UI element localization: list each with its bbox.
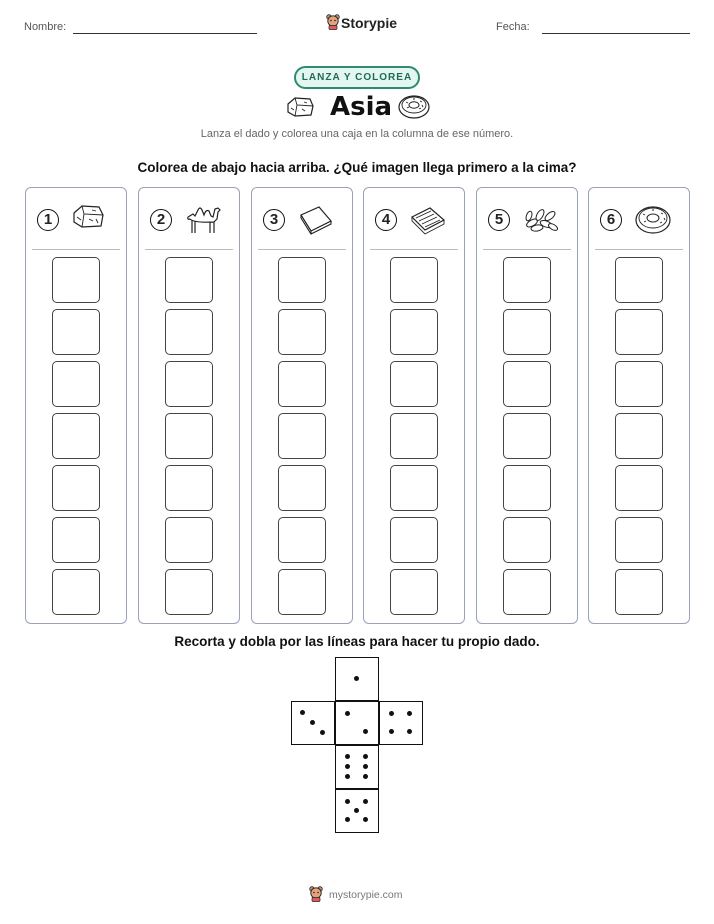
color-box[interactable] <box>278 569 326 615</box>
dice-instruction: Recorta y dobla por las líneas para hacer tu propio dado. <box>174 634 540 649</box>
pip <box>389 711 394 716</box>
footer <box>309 886 419 904</box>
color-box[interactable] <box>278 465 326 511</box>
color-box[interactable] <box>165 517 213 563</box>
pip <box>407 711 412 716</box>
color-box[interactable] <box>390 465 438 511</box>
towel-icon <box>409 203 447 237</box>
column-number: 4 <box>375 209 397 231</box>
color-box[interactable] <box>615 465 663 511</box>
pip <box>345 711 350 716</box>
color-box[interactable] <box>165 413 213 459</box>
pip <box>345 754 350 759</box>
color-box[interactable] <box>278 309 326 355</box>
brand-logo <box>326 13 396 33</box>
color-box[interactable] <box>165 569 213 615</box>
pip <box>345 774 350 779</box>
color-box[interactable] <box>390 309 438 355</box>
activity-badge: LANZA Y COLOREA <box>294 66 420 89</box>
color-box[interactable] <box>503 413 551 459</box>
instruction: Colorea de abajo hacia arriba. ¿Qué imagen llega primero a la cima? <box>137 160 577 175</box>
column-divider <box>258 249 346 250</box>
color-box[interactable] <box>615 361 663 407</box>
color-box[interactable] <box>52 309 100 355</box>
color-box[interactable] <box>278 257 326 303</box>
color-box[interactable] <box>52 569 100 615</box>
donut-icon <box>398 94 430 120</box>
color-box[interactable] <box>52 257 100 303</box>
color-box[interactable] <box>52 465 100 511</box>
seeds-icon <box>522 203 560 237</box>
column-number: 1 <box>37 209 59 231</box>
color-box[interactable] <box>503 517 551 563</box>
subtitle: Lanza el dado y colorea una caja en la columna de ese número. <box>200 128 514 140</box>
color-box[interactable] <box>52 517 100 563</box>
color-box[interactable] <box>278 413 326 459</box>
color-box[interactable] <box>503 257 551 303</box>
color-box[interactable] <box>615 309 663 355</box>
brand-name: Storypie <box>341 15 398 31</box>
column-number: 6 <box>600 209 622 231</box>
color-box[interactable] <box>165 465 213 511</box>
die-face-3 <box>291 701 335 745</box>
page-title: Asia <box>330 92 393 122</box>
die-face-1 <box>335 657 379 701</box>
color-box[interactable] <box>615 413 663 459</box>
pip <box>363 817 368 822</box>
donut-icon <box>634 203 672 237</box>
color-box[interactable] <box>165 257 213 303</box>
die-face-5 <box>335 789 379 833</box>
color-box[interactable] <box>503 569 551 615</box>
date-label: Fecha: <box>496 21 530 33</box>
column-divider <box>595 249 683 250</box>
die-face-2 <box>335 701 379 745</box>
camel-icon <box>184 203 222 237</box>
color-box[interactable] <box>52 413 100 459</box>
pip <box>310 720 315 725</box>
color-box[interactable] <box>615 569 663 615</box>
die-face-4 <box>379 701 423 745</box>
color-box[interactable] <box>278 517 326 563</box>
name-line[interactable] <box>73 33 257 34</box>
color-box[interactable] <box>165 361 213 407</box>
pip <box>345 799 350 804</box>
color-box[interactable] <box>390 257 438 303</box>
color-box[interactable] <box>503 309 551 355</box>
name-label: Nombre: <box>24 21 67 33</box>
pip <box>320 730 325 735</box>
pip <box>354 676 359 681</box>
pip <box>363 754 368 759</box>
pip <box>354 808 359 813</box>
color-box[interactable] <box>52 361 100 407</box>
column-divider <box>32 249 120 250</box>
pip <box>363 799 368 804</box>
pip <box>363 729 368 734</box>
folded-cloth-icon <box>297 203 335 237</box>
pip <box>407 729 412 734</box>
pip <box>345 764 350 769</box>
die-face-6 <box>335 745 379 789</box>
pip <box>363 774 368 779</box>
column-divider <box>145 249 233 250</box>
rock-icon <box>285 95 315 119</box>
column-number: 2 <box>150 209 172 231</box>
color-box[interactable] <box>390 569 438 615</box>
footer-site[interactable]: mystorypie.com <box>329 889 403 901</box>
date-line[interactable] <box>542 33 690 34</box>
color-box[interactable] <box>390 517 438 563</box>
color-box[interactable] <box>390 413 438 459</box>
pip <box>345 817 350 822</box>
pip <box>363 764 368 769</box>
color-box[interactable] <box>503 465 551 511</box>
color-box[interactable] <box>615 517 663 563</box>
column-divider <box>483 249 571 250</box>
color-box[interactable] <box>278 361 326 407</box>
color-box[interactable] <box>165 309 213 355</box>
bear-icon <box>309 886 323 902</box>
rock-icon <box>71 203 109 237</box>
bear-icon <box>326 14 340 30</box>
color-box[interactable] <box>615 257 663 303</box>
column-number: 5 <box>488 209 510 231</box>
color-box[interactable] <box>390 361 438 407</box>
column-number: 3 <box>263 209 285 231</box>
column-divider <box>370 249 458 250</box>
pip <box>300 710 305 715</box>
color-box[interactable] <box>503 361 551 407</box>
pip <box>389 729 394 734</box>
